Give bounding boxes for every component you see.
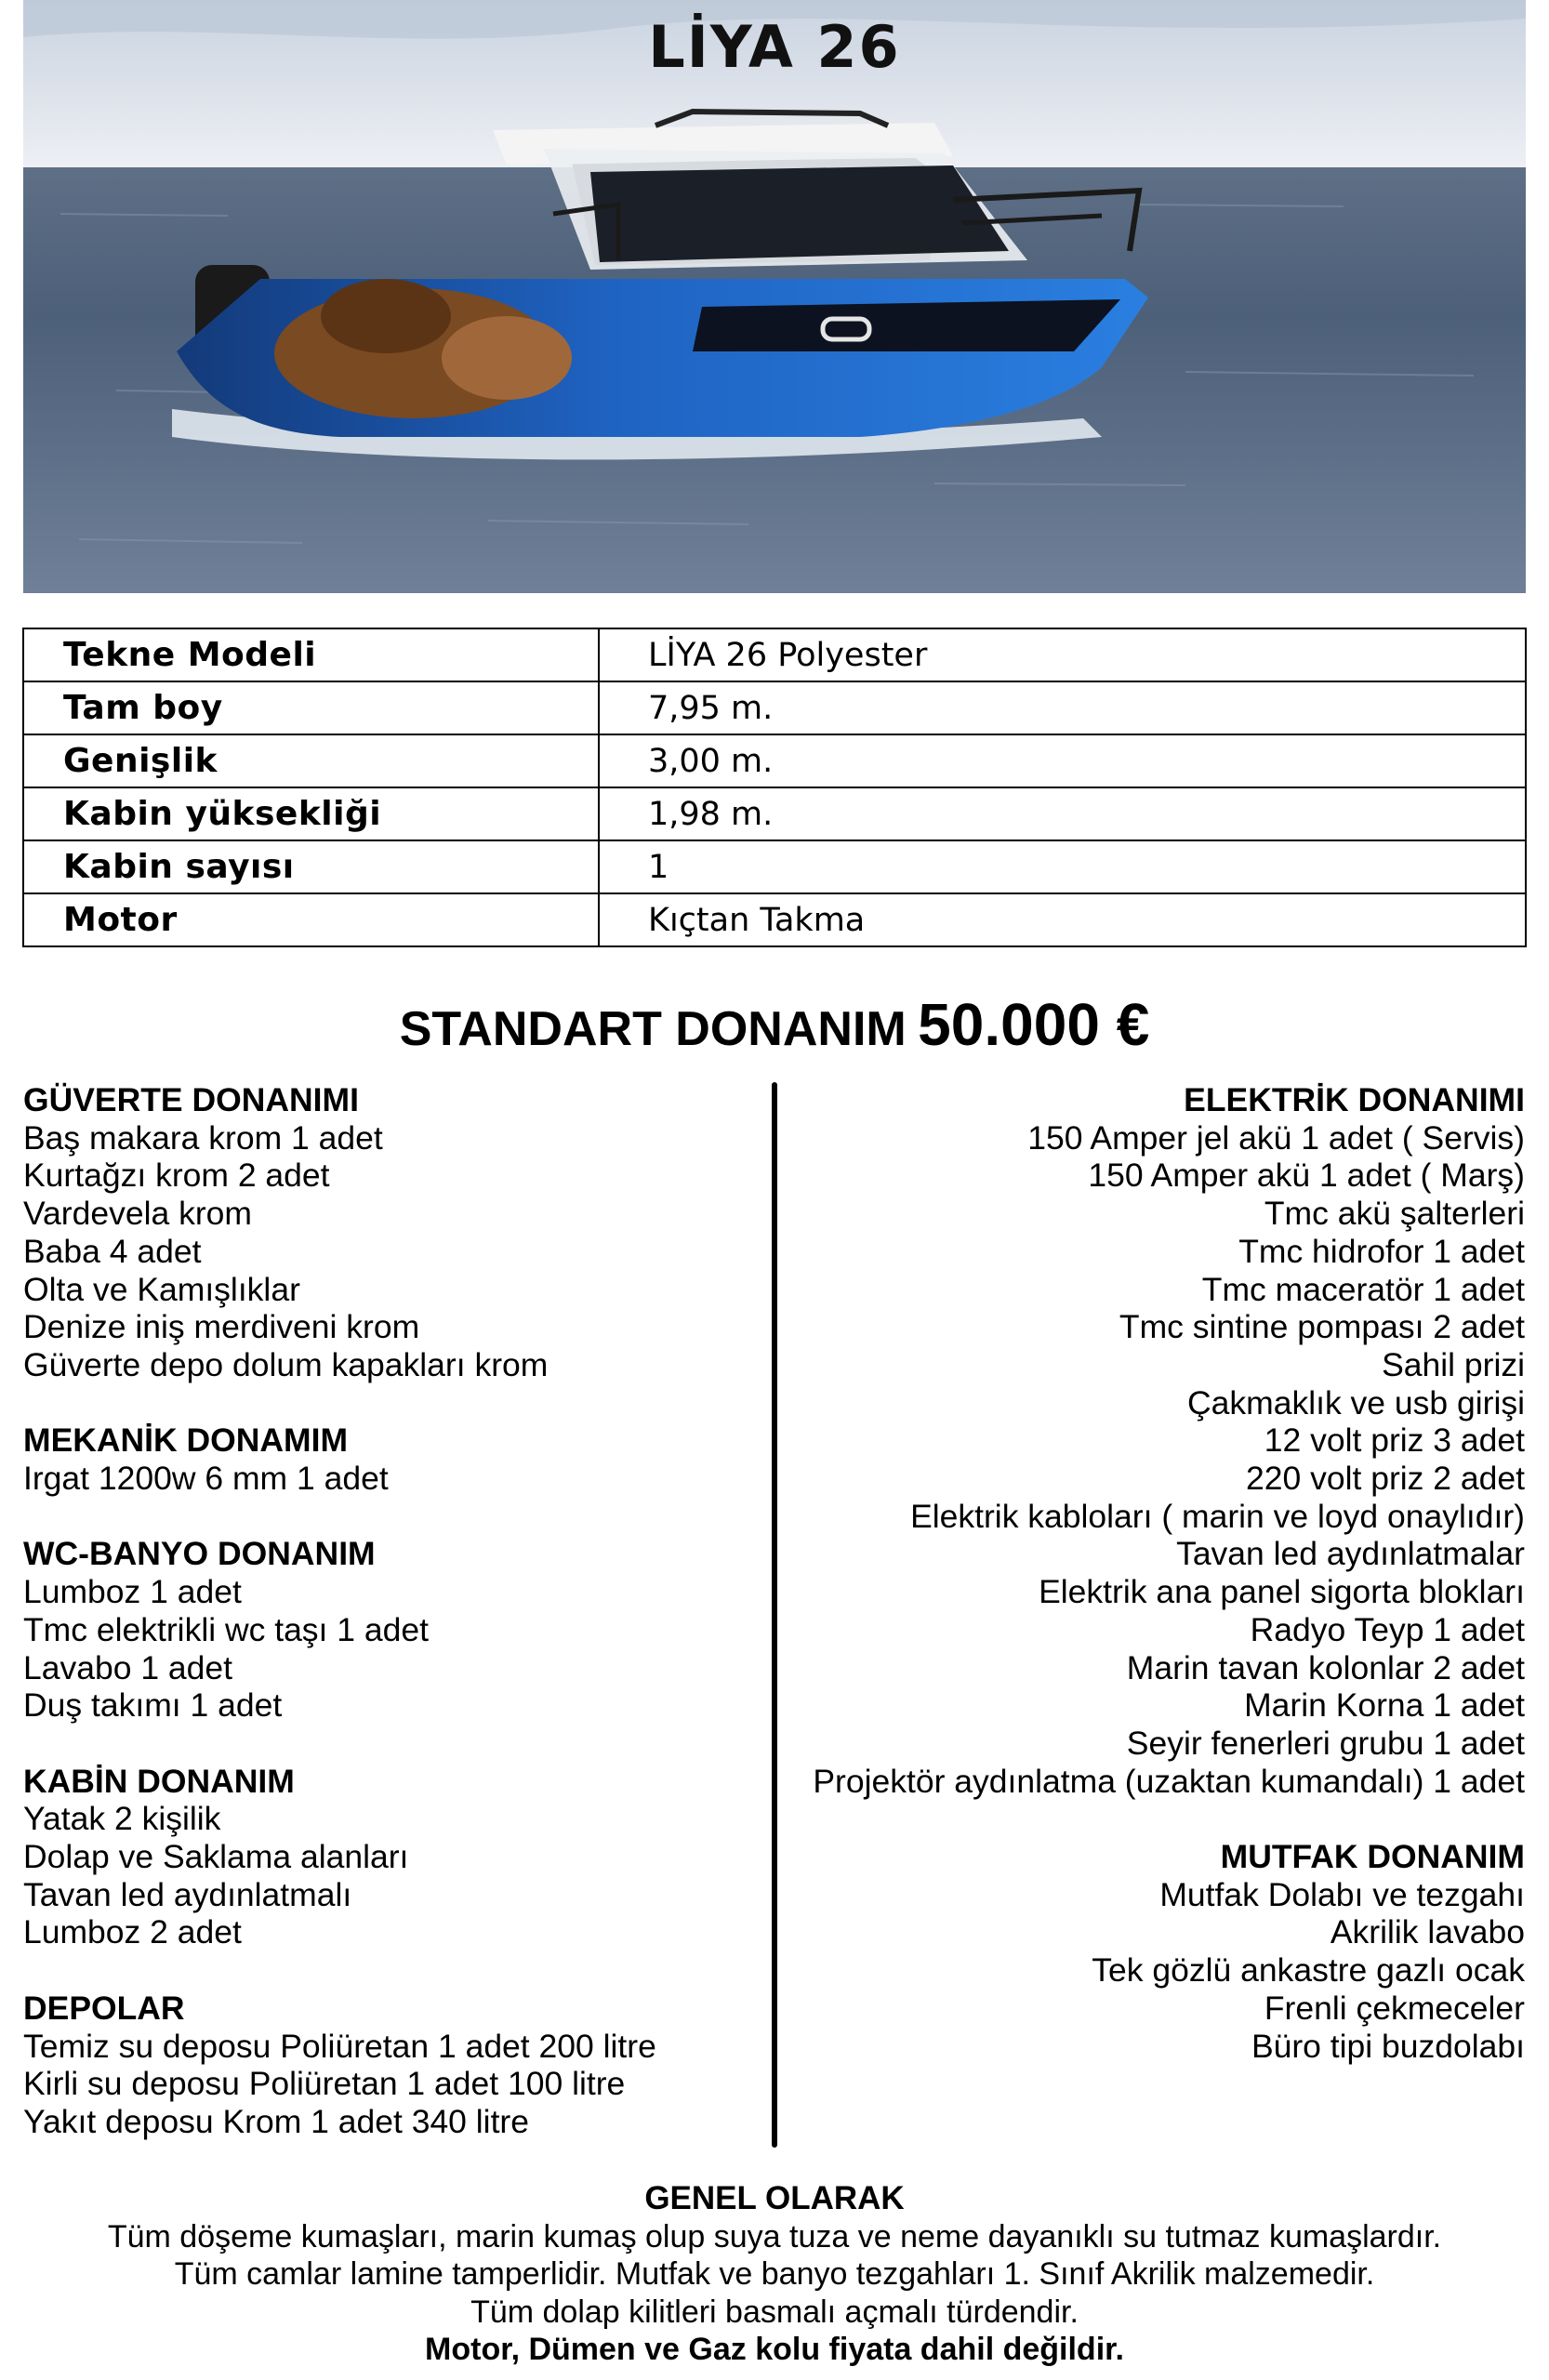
equipment-section [23,1421,758,1497]
spec-label: Kabin sayısı [23,840,599,893]
section-title: WC-BANYO DONANIM [23,1535,376,1573]
equipment-item: Frenli çekmeceler [1264,1989,1525,2027]
equipment-item: Tmc elektrikli wc taşı 1 adet [23,1610,429,1648]
equipment-item: Büro tipi buzdolabı [1251,2027,1525,2065]
left-equipment-column [23,1081,758,2141]
spec-label: Motor [23,893,599,946]
equipment-item: Güverte depo dolum kapakları krom [23,1345,549,1383]
equipment-item: Projektör aydınlatma (uzaktan kumandalı) 1 adet [813,1762,1525,1800]
equipment-item: Lavabo 1 adet [23,1648,233,1686]
spec-value: LİYA 26 Polyester [599,628,1526,681]
equipment-section [23,1990,758,2141]
equipment-item: Seyir fenerleri grubu 1 adet [1126,1724,1525,1762]
section-title: MUTFAK DONANIM [1220,1838,1525,1876]
spec-label: Kabin yüksekliği [23,787,599,840]
general-notes [0,2180,1549,2369]
section-title: GÜVERTE DONANIMI [23,1081,359,1118]
equipment-item: Tavan led aydınlatmalar [1176,1535,1525,1573]
section-title: ELEKTRİK DONANIMI [1184,1081,1525,1118]
section-title: DEPOLAR [23,1989,185,2027]
spec-row [23,681,1526,734]
equipment-item: Çakmaklık ve usb girişi [1187,1383,1525,1421]
spec-label: Tam boy [23,681,599,734]
equipment-item: Marin tavan kolonlar 2 adet [1126,1648,1525,1686]
spec-value: 7,95 m. [599,681,1526,734]
equipment-item: Irgat 1200w 6 mm 1 adet [23,1460,389,1498]
equipment-item: Baba 4 adet [23,1232,202,1270]
footer-line: Tüm döşeme kumaşları, marin kumaş olup suya tuza ve neme dayanıklı su tutmaz kumaşlardır. [107,2218,1442,2254]
equipment-item: Kurtağzı krom 2 adet [23,1157,330,1195]
equipment-item: 150 Amper jel akü 1 adet ( Servis) [1027,1118,1525,1157]
footer-note: Motor, Dümen ve Gaz kolu fiyata dahil değildir. [425,2332,1124,2367]
spec-value: 3,00 m. [599,734,1526,787]
spec-row [23,893,1526,946]
right-equipment-column [762,1081,1525,2065]
footer-line: Tüm dolap kilitleri basmalı açmalı türdendir. [470,2294,1079,2330]
spec-row [23,628,1526,681]
equipment-item: Kirli su deposu Poliüretan 1 adet 100 litre [23,2065,626,2103]
equipment-item: Elektrik kabloları ( marin ve loyd onaylıdır) [910,1497,1525,1535]
equipment-item: Dolap ve Saklama alanları [23,1838,409,1876]
equipment-item: Yatak 2 kişilik [23,1800,221,1838]
spec-label: Genişlik [23,734,599,787]
equipment-item: Tek gözlü ankastre gazlı ocak [1092,1951,1525,1990]
equipment-item: 12 volt priz 3 adet [1264,1421,1525,1460]
spec-row [23,734,1526,787]
equipment-item: Temiz su deposu Poliüretan 1 adet 200 litre [23,2027,656,2065]
equipment-item: Tavan led aydınlatmalı [23,1875,352,1913]
equipment-item: Lumboz 2 adet [23,1913,242,1951]
equipment-item: Akrilik lavabo [1330,1913,1525,1951]
boat-photo [23,0,1526,593]
equipment-item: Sahil prizi [1382,1345,1525,1383]
equipment-item: Tmc hidrofor 1 adet [1238,1232,1525,1270]
equipment-item: Tmc akü şalterleri [1264,1195,1525,1233]
equipment-section [762,1081,1525,1800]
equipment-section [23,1081,758,1384]
equipment-section [23,1535,758,1725]
page-title: LİYA 26 [648,13,901,81]
equipment-section [762,1838,1525,2065]
footer-title: GENEL OLARAK [644,2180,905,2216]
equipment-item: 220 volt priz 2 adet [1246,1460,1525,1498]
equipment-item: 150 Amper akü 1 adet ( Marş) [1088,1157,1525,1195]
equipment-item: Elektrik ana panel sigorta blokları [1039,1573,1525,1611]
equipment-item: Tmc sintine pompası 2 adet [1119,1308,1525,1346]
equipment-item: Mutfak Dolabı ve tezgahı [1159,1875,1525,1913]
spec-row [23,840,1526,893]
equipment-item: Olta ve Kamışlıklar [23,1270,300,1308]
section-title: KABİN DONANIM [23,1762,295,1800]
spec-value: Kıçtan Takma [599,893,1526,946]
equipment-item: Denize iniş merdiveni krom [23,1308,420,1346]
spec-value: 1,98 m. [599,787,1526,840]
spec-value: 1 [599,840,1526,893]
equipment-item: Marin Korna 1 adet [1244,1686,1525,1725]
equipment-item: Radyo Teyp 1 adet [1250,1610,1525,1648]
section-title: MEKANİK DONAMIM [23,1421,349,1460]
equipment-section [23,1763,758,1952]
standard-equipment-heading [0,990,1549,1059]
spec-row [23,787,1526,840]
equipment-item: Duş takımı 1 adet [23,1686,283,1725]
footer-line: Tüm camlar lamine tamperlidir. Mutfak ve banyo tezgahları 1. Sınıf Akrilik malzemedir. [174,2256,1375,2292]
equipment-item: Tmc maceratör 1 adet [1201,1270,1525,1308]
equipment-item: Vardevela krom [23,1195,252,1233]
headline-text: STANDART DONANIM [399,1002,907,1056]
equipment-item: Yakıt deposu Krom 1 adet 340 litre [23,2102,529,2140]
spec-label: Tekne Modeli [23,628,599,681]
equipment-item: Baş makara krom 1 adet [23,1118,383,1157]
spec-table [22,628,1527,947]
price: 50.000 € [918,991,1150,1058]
equipment-item: Lumboz 1 adet [23,1573,242,1611]
